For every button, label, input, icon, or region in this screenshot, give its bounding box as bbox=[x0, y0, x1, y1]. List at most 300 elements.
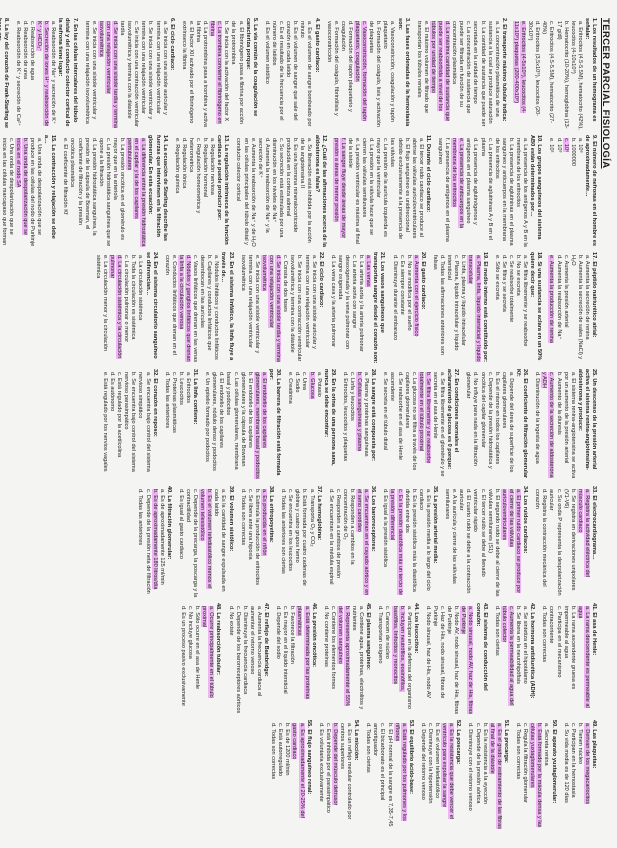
question-text: 25. Un descenso de la presión arterial activa el sistema renina-angiotensina-aldosterona y produce: bbox=[576, 369, 597, 471]
answer-text: d. La presión en la válvula hace que se cierren las válvulas semilunares bbox=[361, 138, 375, 236]
answer-option bbox=[97, 138, 111, 247]
answer-text: e. Reabsorción de K⁺ y secreción de Ca²⁺ bbox=[14, 21, 21, 126]
question-text: 32. El corazón en reposo: bbox=[151, 369, 158, 437]
highlighted-answer: a. Registra la actividad eléctrica del músculo cardiaco bbox=[576, 489, 590, 577]
answer-option bbox=[466, 255, 480, 364]
answer-option bbox=[201, 138, 208, 247]
answer-option bbox=[433, 723, 440, 832]
question-text: 29. En la orina de una persona sana, nunca se debe encontrar: bbox=[322, 369, 336, 466]
answer-option bbox=[101, 372, 108, 481]
answer-option bbox=[576, 489, 590, 598]
answer-text: c. Aumenta la presión arterial bbox=[562, 255, 569, 328]
answer-option bbox=[239, 372, 253, 481]
answer-text: b. Está formada por cuatro cadenas de globina y cuatro grupos hemo bbox=[294, 489, 308, 586]
answer-option bbox=[562, 372, 576, 481]
answer-option bbox=[14, 21, 21, 130]
answer-option bbox=[464, 372, 478, 481]
answer-option bbox=[336, 606, 350, 715]
highlighted-answer: b. Es el volumen telediastólico menos el volumen telesistólico bbox=[199, 489, 213, 589]
answer-option bbox=[385, 723, 392, 832]
answer-option bbox=[554, 138, 561, 247]
answer-text: e. Se inicia con una sístole ventricular y termina con una relajación isovolumétrica bbox=[83, 21, 97, 124]
answer-option bbox=[364, 255, 371, 364]
answer-text: e. Se inicia con una sístole ventricular y termina con una relajación ventricular isovolumétrica bbox=[239, 255, 260, 354]
question-text: 12. ¿Cuál de las afirmaciones acerca de la aldosterona es falsa? bbox=[313, 135, 327, 247]
question-text: 39. El volumen sistólico: bbox=[227, 486, 234, 552]
answer-text: d. Todas las anteriores bbox=[137, 489, 144, 546]
answer-text: d. Es igual al gasto cardiaco bbox=[177, 489, 184, 559]
answer-option bbox=[307, 372, 314, 481]
question-text: 7. En las células intercalares del túbulo distal y del conducto colector cortical de la nefrona tiene lugar: bbox=[57, 18, 78, 127]
answer-option bbox=[493, 372, 500, 481]
answer-text: d. Todas son correctas bbox=[270, 723, 277, 780]
answer-option bbox=[115, 372, 122, 481]
highlighted-answer: a. La diferencia entre la presión hidrostática en el capilar y la de los capilares peritubulares bbox=[126, 138, 147, 247]
answer-option bbox=[260, 489, 267, 598]
answer-option bbox=[0, 138, 14, 247]
answer-text: b. Es de 1200 ml/min bbox=[284, 723, 291, 776]
answer-text: d. La vena cava y la arteria pulmonar bbox=[329, 255, 336, 348]
answer-text: b. Es el volumen de sangre que sale del corazón en cada latido bbox=[285, 21, 299, 121]
answer-option bbox=[180, 138, 187, 247]
answer-option bbox=[253, 372, 267, 481]
answer-text: a. Es la presión media a lo largo del ciclo cardiaco bbox=[417, 489, 431, 591]
answer-option bbox=[521, 255, 528, 364]
question-text: 8. La ley del corazón de Frank-Starling se bbox=[2, 18, 9, 129]
answer-option bbox=[426, 723, 433, 832]
answer-text: c. Reabsorción de agua bbox=[28, 21, 35, 81]
answer-option bbox=[405, 255, 412, 364]
answer-text: d. Es voluntaria exclusivamente bbox=[317, 723, 324, 802]
answer-option bbox=[547, 138, 554, 247]
answer-option bbox=[371, 723, 385, 832]
answer-option bbox=[94, 255, 108, 364]
answer-text: b. 1000000 bbox=[569, 138, 576, 166]
answer-option bbox=[253, 489, 260, 598]
question-text: 37. La hemoglobina: bbox=[315, 486, 322, 541]
answer-option bbox=[329, 606, 336, 715]
answer-text: d. La presión hidrostática sanguínea, la presión de la cápsula de Bowman, el coeficiente de filtración y la presión oncótica plasmática bbox=[69, 138, 97, 236]
answer-text: d. Reabsorción de urea bbox=[21, 21, 28, 80]
answer-text: d. Nodo sinusal, haz de His, nodo AV bbox=[424, 606, 431, 698]
answer-option bbox=[445, 255, 459, 364]
answer-text: c. Está autorregulado bbox=[277, 723, 284, 777]
question-text: 48. La reabsorción tubular: bbox=[215, 603, 222, 675]
answer-text: e. Un epitelio formado por podocitos bbox=[204, 372, 211, 462]
answer-text: d. Su vida media es de 120 días bbox=[562, 723, 569, 803]
answer-text: d. Disminuye con el retorno venoso bbox=[467, 723, 474, 811]
answer-text: b. El endotelio de los capilares glomerulares y la cápsula de Bowman bbox=[239, 372, 253, 467]
answer-option bbox=[533, 489, 547, 598]
answer-text: c. Consta de dos fases bbox=[282, 255, 289, 312]
answer-option bbox=[194, 21, 208, 130]
answer-text: c. Proteínas plasmáticas bbox=[170, 372, 177, 433]
answer-option bbox=[14, 138, 28, 247]
answer-text: e. Creatinina bbox=[287, 372, 294, 404]
question-text: 22. El ciclo cardiaco: bbox=[317, 252, 324, 308]
answer-option bbox=[362, 372, 369, 481]
answer-text: a. Se encuentra bajo control del sistema nervioso simpático bbox=[137, 372, 151, 472]
answer-option bbox=[431, 606, 445, 715]
answer-option bbox=[290, 723, 304, 832]
question-text: 15. La contracción y relajación se debe a… bbox=[43, 135, 57, 239]
question-block bbox=[562, 720, 597, 832]
answer-option bbox=[388, 372, 402, 481]
answer-option bbox=[324, 723, 331, 832]
answer-text: a. Se sintetiza en el hipotálamo bbox=[522, 606, 529, 684]
answer-option bbox=[357, 255, 364, 364]
answer-text: d. Es igual a la presión sistólica bbox=[382, 489, 389, 568]
answer-text: e. El coeficiente de filtración Kf bbox=[62, 138, 69, 215]
highlighted-answer: c. 10⁶ bbox=[562, 138, 569, 153]
answer-option bbox=[424, 606, 431, 715]
question-block bbox=[0, 18, 9, 130]
answer-option bbox=[450, 138, 464, 247]
question-block bbox=[317, 720, 360, 832]
answer-option bbox=[431, 372, 445, 481]
highlighted-answer: d. La circulación sistémica y la circulación pulmonar bbox=[109, 255, 123, 359]
answer-text: a. Es la cantidad de sangre expulsada en cada latido bbox=[213, 489, 227, 592]
highlighted-answer: a. Es el grado de estiramiento de las fibras al final de la diástole bbox=[488, 723, 502, 830]
answer-option bbox=[163, 372, 170, 481]
question-text: 14. La ecuación de Starling describe las fuerzas que intervienen en la filtración glomerular. En esta ecuación: bbox=[147, 135, 168, 242]
answer-option bbox=[322, 606, 329, 715]
highlighted-answer: a. La rama descendente es permeable al agua bbox=[576, 606, 590, 708]
answer-text: e. El factor XII activado por el fibrinógeno extrínseco la fibrina bbox=[180, 21, 194, 124]
highlighted-answer: a. Es producida en el riñón bbox=[260, 489, 267, 556]
answer-option bbox=[364, 723, 371, 832]
answer-text: d. Se encuentran en la médula espinal bbox=[327, 489, 334, 585]
answer-option bbox=[459, 606, 473, 715]
column-4 bbox=[96, 369, 597, 481]
answer-option bbox=[493, 255, 500, 364]
answer-option bbox=[576, 138, 583, 247]
answer-option bbox=[260, 255, 281, 364]
question-block bbox=[179, 603, 222, 715]
question-block bbox=[177, 486, 234, 598]
answer-text: c. Está regulado por la acetilcolina bbox=[116, 372, 123, 458]
highlighted-answer: b. Depende del músculo detrusor bbox=[331, 723, 338, 806]
question-block bbox=[239, 486, 274, 598]
answer-option bbox=[367, 21, 381, 130]
answer-option bbox=[279, 489, 286, 598]
answer-option bbox=[239, 489, 246, 598]
answer-text: d. No existe bbox=[227, 606, 234, 636]
question-block bbox=[14, 18, 78, 130]
answer-text: a. Potasio bbox=[315, 372, 322, 397]
question-block bbox=[269, 720, 312, 832]
question-text: 23. En el sistema linfático, la linfa fluye a través de… bbox=[220, 252, 234, 361]
answer-option bbox=[583, 255, 590, 364]
highlighted-answer: a. Derivan de los megacariocitos bbox=[583, 723, 590, 805]
highlighted-answer: e. Eritrocitos (4-5x10⁶), leucocitos (4-11x10⁹) plaquetas (200-400x10⁹) bbox=[512, 21, 527, 114]
answer-option bbox=[122, 372, 136, 481]
answer-option bbox=[293, 372, 300, 481]
answer-text: e. La circulación menor y la circulación sistémica bbox=[94, 255, 108, 352]
answer-option bbox=[417, 372, 431, 481]
answer-text: b. Nodo AV, nodo sinusal, haz de His, fibras de Purkinje bbox=[446, 606, 460, 715]
question-text: 30. La barrera de filtración está formada por: bbox=[268, 369, 282, 476]
answer-option bbox=[512, 21, 526, 130]
answer-option bbox=[270, 21, 284, 130]
highlighted-answer: d. Se inicia con una sístole tardía y termina con una relajación ventricular isovolumétrica bbox=[97, 21, 118, 128]
answer-option bbox=[298, 21, 312, 130]
answer-option bbox=[341, 489, 355, 598]
answer-text: b. Formación del coágulo, lisis y activación de plaquetas bbox=[368, 21, 382, 128]
question-block bbox=[533, 369, 597, 481]
question-block bbox=[136, 486, 171, 598]
question-block bbox=[234, 135, 326, 247]
answer-option bbox=[419, 723, 426, 832]
answer-option bbox=[507, 255, 514, 364]
answer-option bbox=[180, 21, 194, 130]
question-text: 6. El ciclo cardiaco: bbox=[168, 18, 175, 71]
answer-text: a. Es el volumen de sangre bombeado por minuto bbox=[299, 21, 313, 127]
answer-text: c. Una onda de despolarización que se inicia en las células marcapaso que forman bbox=[0, 138, 14, 246]
answer-text: b. Se inicia con una sístole ventricular y termina con una relajación ventricular bbox=[140, 21, 154, 120]
answer-option bbox=[288, 255, 302, 364]
answer-option bbox=[457, 489, 471, 598]
answer-text: d. Registra la contracción mecánica del corazón bbox=[534, 489, 548, 587]
answer-option bbox=[429, 21, 450, 130]
question-block bbox=[341, 369, 376, 481]
answer-option bbox=[569, 21, 583, 130]
question-text: 55. El flujo sanguíneo renal: bbox=[305, 720, 312, 795]
answer-option bbox=[338, 723, 352, 832]
answer-text: c. La circulación pulmonar o menor bbox=[123, 255, 130, 343]
answer-option bbox=[403, 372, 417, 481]
question-block bbox=[466, 720, 509, 832]
answer-text: e. Aumenta la reabsorción de Na⁺ y de H₂O en las células principales del túbulo distal y conducto colector cortical bbox=[235, 138, 256, 247]
answer-option bbox=[547, 489, 561, 598]
answer-text: c. Carecen de núcleo bbox=[384, 606, 391, 659]
answer-option bbox=[198, 489, 212, 598]
answer-text: a. Nódulos linfáticos y conductos linfáticos bbox=[213, 255, 220, 360]
question-block bbox=[263, 18, 320, 130]
answer-option bbox=[184, 489, 198, 598]
highlighted-answer: b. Es de aproximadamente 180 litros/día bbox=[151, 489, 158, 590]
answer-text: b. Linfa, plasma y líquido intracelular bbox=[460, 255, 467, 346]
highlighted-answer: c. Aumenta la permeabilidad al agua del túbulo colector bbox=[500, 606, 514, 706]
answer-text: d. Es un proceso pasivo exclusivamente bbox=[180, 606, 187, 706]
question-text: 54. La micción: bbox=[353, 720, 360, 761]
exam-title: TERCER PARCIAL FISIOLOGÍA bbox=[600, 18, 611, 169]
answer-text: d. Todas son correctas bbox=[239, 489, 246, 546]
answer-option bbox=[170, 372, 177, 481]
answer-option bbox=[35, 21, 49, 130]
answer-text: c. Regulación homeometrica y heterometrica bbox=[187, 138, 202, 214]
answer-option bbox=[562, 606, 576, 715]
answer-text: b. Aumento de la diuresis bbox=[555, 372, 562, 435]
answer-text: b. La arteria aorta y la arteria pulmonar bbox=[358, 255, 365, 352]
answer-text: d. Todas las anteriores bbox=[163, 372, 170, 429]
answer-option bbox=[286, 372, 293, 481]
highlighted-answer: b. Incluyen neutrófilos, eosinófilos, basófilos, linfocitos y monocitos bbox=[391, 606, 405, 692]
answer-text: d. Transportan oxígeno bbox=[377, 606, 384, 664]
highlighted-answer: d. Nódulos y ganglios linfáticos que drenan la linfa a la circulación venosa bbox=[177, 255, 192, 362]
question-block bbox=[376, 603, 419, 715]
answer-option bbox=[222, 21, 229, 130]
answer-option bbox=[436, 138, 450, 247]
answer-text: c. Disminuye con la hipertensión bbox=[427, 723, 434, 804]
question-block bbox=[163, 369, 198, 481]
highlighted-answer: e. La presencia de anticuerpos en la membrana de los eritrocitos bbox=[451, 138, 465, 229]
answer-text: a. Una onda de despolarización que se produce en las células del nodo de Purkinje bbox=[28, 138, 43, 247]
answer-option bbox=[270, 138, 284, 247]
answer-text: c. Se encuentra en los leucocitos bbox=[287, 489, 294, 572]
question-block bbox=[540, 603, 597, 715]
highlighted-answer: a. Ocurre principalmente en el túbulo proximal bbox=[201, 606, 215, 698]
answer-option bbox=[329, 255, 336, 364]
answer-text: e. El máximo volumen de filtrado que transportan los túbulos renales bbox=[415, 21, 429, 114]
question-block bbox=[431, 252, 488, 364]
answer-option bbox=[281, 606, 288, 715]
answer-text: c. Se inicia con una contracción ventricular isovolumétrica y termina con la diástole tardía bbox=[119, 21, 140, 128]
answer-option bbox=[177, 489, 184, 598]
answer-text: a. Eritrocitos (4.5-5.5M), hematocrito (42%), leucocitos (4-10x10⁹) bbox=[569, 21, 583, 130]
question-block bbox=[239, 252, 324, 364]
question-text: 24. En el sistema circulatorio sanguíneo se diferencian… bbox=[144, 252, 158, 359]
answer-text: d. Es autónomo bbox=[109, 372, 116, 412]
answer-option bbox=[177, 372, 184, 481]
answer-option bbox=[471, 21, 485, 130]
answer-text: b. Se inicia con una contracción ventricular isovolumétrica y termina con la diástole bbox=[289, 255, 303, 362]
answer-text: a. La concentración plasmática de una sustancia a la cual se produce saturación bbox=[486, 21, 500, 124]
question-text: 26. El coeficiente de filtración glomerular Kf: bbox=[515, 369, 529, 479]
answer-text: a. Es de aproximadamente 125 ml/min bbox=[158, 489, 165, 585]
answer-text: b. La presión oncótica en el glomérulo es mayor que en la arteriola bbox=[112, 138, 126, 240]
highlighted-answer: f. La sangre fluye desde áreas de mayor presión a áreas de menor presión bbox=[332, 138, 346, 239]
column-3 bbox=[89, 252, 597, 364]
answer-option bbox=[431, 255, 445, 364]
answer-option bbox=[390, 255, 397, 364]
answer-option bbox=[28, 21, 35, 130]
answer-option bbox=[415, 21, 429, 130]
question-text: 51. La precarga: bbox=[502, 720, 509, 763]
answer-option bbox=[569, 255, 583, 364]
answer-text: b. El flujo sanguíneo es unidireccional debido exclusivamente a la presencia de las válvulas bbox=[389, 138, 410, 240]
highlighted-answer: b. Células sanguíneas y plasma bbox=[356, 372, 363, 452]
answer-option bbox=[547, 255, 554, 364]
question-block bbox=[286, 369, 336, 481]
question-text: 42. La hormona antidiurética (ADH): bbox=[529, 603, 536, 699]
question-block bbox=[94, 252, 158, 364]
answer-text: b. Es una hormona mineralocorticoide producida en la corteza adrenal bbox=[285, 138, 299, 233]
answer-option bbox=[97, 21, 118, 130]
answer-option bbox=[184, 372, 191, 481]
answer-text: d. Todas son correctas bbox=[515, 723, 522, 780]
answer-text: b. Es el mismo en todos los capilares bbox=[493, 372, 500, 465]
answer-text: b. Se encuentra bajo control del sistema nervioso parasimpático bbox=[123, 372, 137, 472]
answer-text: c. La glucosa no se filtra a través de los capilares glomerulares bbox=[403, 372, 417, 471]
highlighted-answer: c. Vasoconstricción, formación del tapón plaquetario, coagulación bbox=[354, 21, 368, 122]
highlighted-answer: a. Plasma, linfa, líquido intersticial y líquido transcelular bbox=[467, 255, 481, 362]
answer-option bbox=[68, 138, 96, 247]
question-text: 40. La filtración glomerular: bbox=[165, 486, 172, 560]
answer-option bbox=[346, 138, 360, 247]
question-block bbox=[533, 486, 597, 598]
answer-text: d. Es el volumen sistólico bbox=[263, 21, 270, 84]
answer-option bbox=[49, 21, 56, 130]
answer-text: a. Participan en la defensa del organismo bbox=[405, 606, 412, 709]
answer-text: b. Toda la circulación es sistémica bbox=[130, 255, 137, 340]
answer-option bbox=[143, 489, 150, 598]
answer-text: b. Es el volumen telediastólico bbox=[434, 723, 441, 799]
question-block bbox=[514, 720, 557, 832]
answer-option bbox=[388, 138, 409, 247]
answer-option bbox=[315, 372, 322, 481]
question-block bbox=[547, 135, 597, 247]
question-block bbox=[279, 486, 322, 598]
answer-option bbox=[350, 606, 364, 715]
question-text: 1. Los resultados de un hemograma es señalar: bbox=[583, 18, 597, 122]
question-block bbox=[274, 603, 317, 715]
answer-text: b. Hematocrito (10-20%), hemoglobina (13-17 g/dl) bbox=[555, 21, 569, 129]
question-block bbox=[443, 486, 528, 598]
question-text: 33. El electrocardiograma… bbox=[591, 486, 597, 560]
answer-text: d. 10³ bbox=[555, 138, 562, 153]
answer-text: b. Favorece la filtración bbox=[289, 606, 296, 664]
answer-text: c. La concentración de sustancia que puede ser filtrada en función de su concentración plasmática bbox=[451, 21, 472, 114]
answer-text: e. Formación del coágulo, fibrinólisis y vasoconstricción bbox=[325, 21, 339, 116]
answer-option bbox=[576, 606, 590, 715]
answer-option bbox=[493, 138, 514, 247]
highlighted-answer: d. La máxima cantidad de sustancia que puede ser reabsorbida a nivel de los túbulos por unidad de tiempo bbox=[429, 21, 451, 122]
answer-option bbox=[500, 255, 507, 364]
answer-option bbox=[540, 606, 547, 715]
answer-text: c. Es el resultado de la frecuencia por el número de latidos bbox=[270, 21, 285, 121]
question-text: 43. El sistema de conducción del corazón: bbox=[474, 603, 488, 691]
answer-text: b. Se inicia con la activación del factor X bbox=[223, 21, 230, 122]
answer-option bbox=[284, 21, 298, 130]
answer-text: c. Urea bbox=[301, 372, 308, 391]
answer-text: a. Se filtra libremente en el glomérulo y se secreta en el asa de Henle bbox=[432, 372, 446, 477]
answer-option bbox=[284, 138, 298, 247]
answer-option bbox=[129, 255, 136, 364]
question-block bbox=[83, 18, 175, 130]
answer-option bbox=[493, 606, 500, 715]
answer-option bbox=[390, 606, 404, 715]
column-7 bbox=[264, 720, 597, 832]
question-text: 20. El gasto cardiaco: bbox=[419, 252, 426, 310]
answer-option bbox=[151, 489, 158, 598]
answer-text: c. El tercer ruido se debe al llenado ventricular rápido bbox=[472, 489, 486, 577]
answer-text: d. Eritrocitos (3,5x10⁹), leucocitos (20-30x10⁹) bbox=[527, 21, 541, 117]
answer-option bbox=[153, 21, 167, 130]
answer-option bbox=[256, 138, 270, 247]
answer-option bbox=[263, 21, 270, 130]
answer-option bbox=[471, 489, 485, 598]
answer-text: c. Se libera ante una hipoxia bbox=[246, 489, 253, 560]
question-block bbox=[322, 603, 372, 715]
answer-text: c. La presión de la aurícula izquierda es mayor que la ventricular bbox=[375, 138, 389, 237]
question-text: 50. El aparato yuxtaglomerular: bbox=[550, 720, 557, 804]
question-block bbox=[424, 603, 488, 715]
answer-text: c. Eritrocitos (4.5-5.5M), hematocrito (27-40%) bbox=[541, 21, 555, 123]
answer-text: d. Aumenta la reabsorción de Na⁺ y la secreción de K⁺ bbox=[256, 138, 270, 233]
answer-text: c. Depende de la presión hidrostática y oncótica del capilar glomerular bbox=[479, 372, 493, 469]
answer-text: d. Regulación iónica bbox=[180, 138, 187, 189]
answer-option bbox=[332, 138, 346, 247]
answer-option bbox=[514, 255, 521, 364]
answer-option bbox=[381, 372, 388, 481]
highlighted-answer: a. Está regulado por los pulmones y los riñones bbox=[393, 723, 407, 821]
answer-text: a. Se inicia con una sístole auricular y termina con una relajación ventricular bbox=[303, 255, 317, 349]
answer-option bbox=[248, 606, 262, 715]
answer-option bbox=[298, 138, 312, 247]
question-text: 28. La sangre está compuesta por: bbox=[370, 369, 377, 462]
answer-option bbox=[547, 606, 561, 715]
